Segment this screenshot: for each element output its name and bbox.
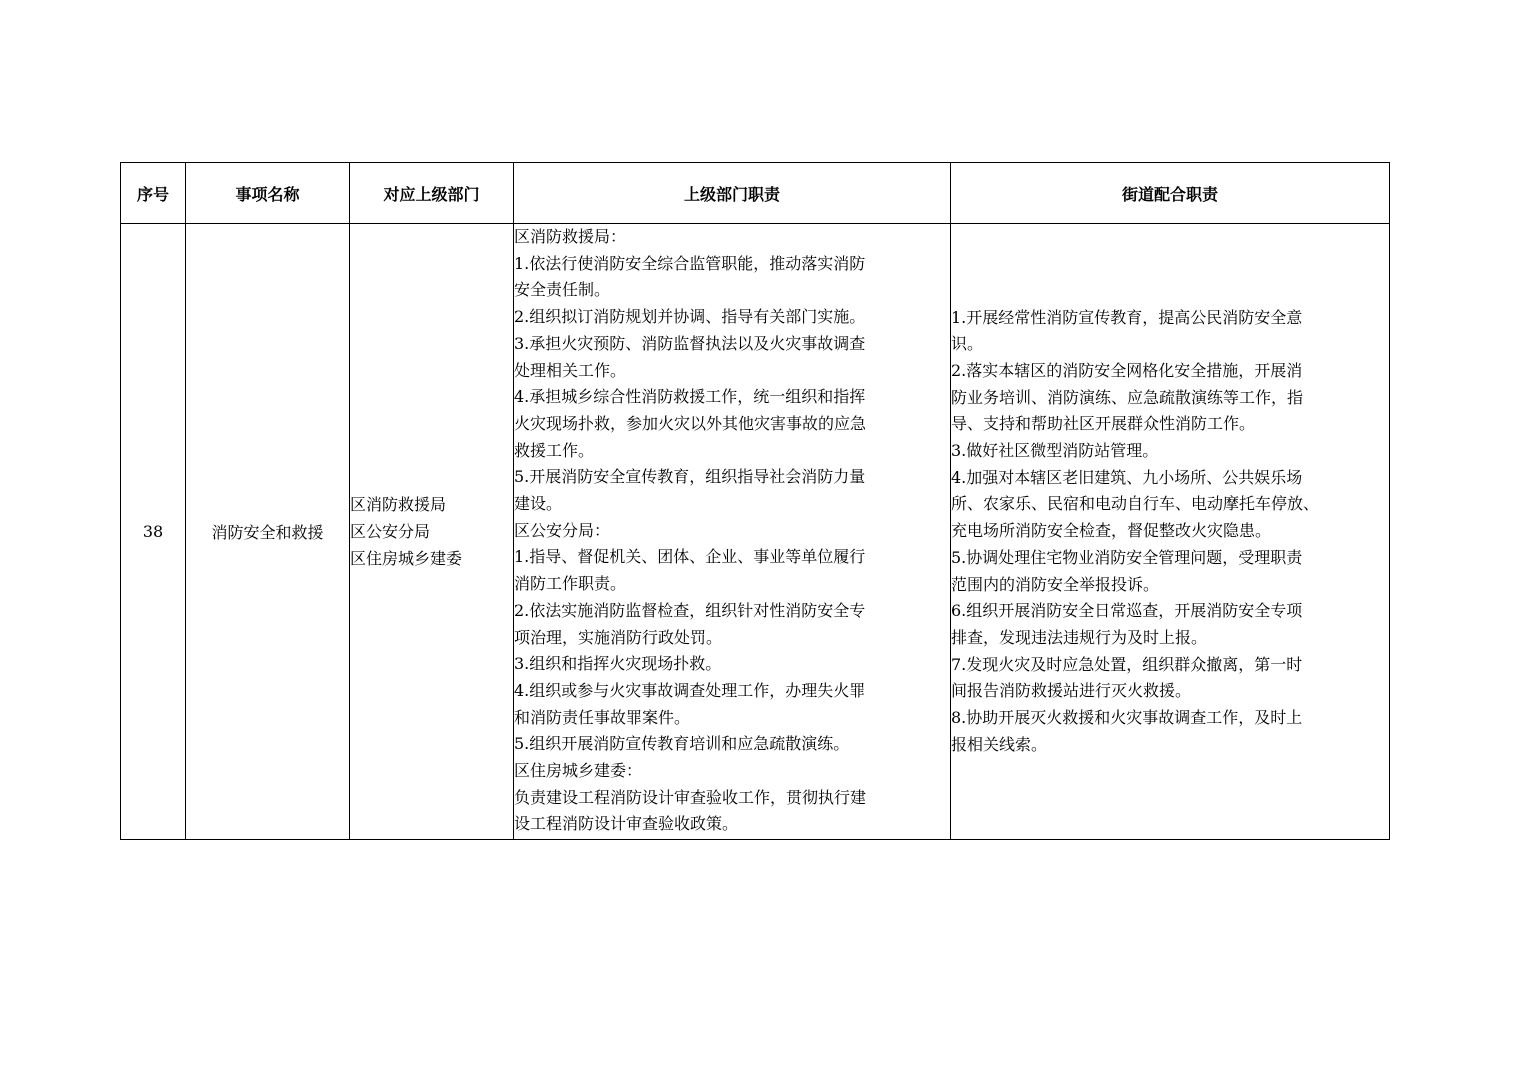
superior-duty-line: 负责建设工程消防设计审查验收工作，贯彻执行建 <box>514 787 867 807</box>
header-superior-duties: 上级部门职责 <box>514 163 951 224</box>
street-duty-line: 所、农家乐、民宿和电动自行车、电动摩托车停放、 <box>951 494 1320 514</box>
department-line: 区住房城乡建委 <box>350 549 463 568</box>
superior-duty-line: 1.依法行使消防安全综合监管职能，推动落实消防 <box>514 253 866 273</box>
header-superior-department: 对应上级部门 <box>350 163 514 224</box>
header-item-name: 事项名称 <box>186 163 350 224</box>
superior-duty-line: 处理相关工作。 <box>514 360 627 380</box>
superior-duty-line: 区住房城乡建委： <box>514 761 643 781</box>
superior-duty-line: 3.组织和指挥火灾现场扑救。 <box>514 654 722 674</box>
superior-duty-line: 区公安分局： <box>514 520 611 540</box>
header-index: 序号 <box>121 163 186 224</box>
superior-duty-line: 项治理，实施消防行政处罚。 <box>514 627 723 647</box>
row-departments <box>350 224 514 840</box>
superior-duty-line: 安全责任制。 <box>514 280 611 300</box>
department-line: 区公安分局 <box>350 522 431 541</box>
row-superior-duties <box>514 224 951 840</box>
superior-duty-line: 区消防救援局： <box>514 227 627 246</box>
superior-duty-line: 火灾现场扑救，参加火灾以外其他灾害事故的应急 <box>514 413 867 433</box>
superior-duty-line: 4.组织或参与火灾事故调查处理工作，办理失火罪 <box>514 680 866 700</box>
street-duty-line: 识。 <box>951 334 984 354</box>
row-item-name: 消防安全和救援 <box>186 224 350 840</box>
superior-duty-line: 消防工作职责。 <box>514 574 627 594</box>
street-duty-line: 5.协调处理住宅物业消防安全管理问题，受理职责 <box>951 547 1303 567</box>
superior-duty-line: 4.承担城乡综合性消防救援工作，统一组织和指挥 <box>514 387 866 407</box>
street-duty-line: 1.开展经常性消防宣传教育，提高公民消防安全意 <box>951 307 1303 327</box>
superior-duty-line: 3.承担火灾预防、消防监督执法以及火灾事故调查 <box>514 333 866 353</box>
street-duty-line: 3.做好社区微型消防站管理。 <box>951 441 1159 461</box>
table-header-row <box>121 163 1390 224</box>
responsibility-table <box>120 162 1390 840</box>
superior-duty-line: 建设。 <box>514 494 563 514</box>
superior-duty-line: 设工程消防设计审查验收政策。 <box>514 814 739 834</box>
street-duty-line: 防业务培训、消防演练、应急疏散演练等工作，指 <box>951 387 1304 407</box>
row-index: 38 <box>121 224 186 840</box>
superior-duty-line: 5.开展消防安全宣传教育，组织指导社会消防力量 <box>514 467 866 487</box>
street-duty-line: 6.组织开展消防安全日常巡查，开展消防安全专项 <box>951 601 1303 621</box>
superior-duty-line: 2.依法实施消防监督检查，组织针对性消防安全专 <box>514 600 866 620</box>
street-duty-line: 范围内的消防安全举报投诉。 <box>951 574 1160 594</box>
street-duty-line: 8.协助开展灭火救援和火灾事故调查工作，及时上 <box>951 708 1303 728</box>
department-line: 区消防救援局 <box>350 495 447 514</box>
superior-duty-line: 2.组织拟订消防规划并协调、指导有关部门实施。 <box>514 307 866 327</box>
street-duty-line: 导、支持和帮助社区开展群众性消防工作。 <box>951 414 1256 434</box>
row-street-duties <box>951 224 1390 840</box>
superior-duty-line: 和消防责任事故罪案件。 <box>514 707 691 727</box>
table-row <box>121 224 1390 840</box>
street-duty-line: 排查，发现违法违规行为及时上报。 <box>951 627 1208 647</box>
street-duty-line: 2.落实本辖区的消防安全网格化安全措施，开展消 <box>951 360 1303 380</box>
header-street-duties: 街道配合职责 <box>951 163 1390 224</box>
street-duty-line: 充电场所消防安全检查，督促整改火灾隐患。 <box>951 521 1272 541</box>
superior-duty-line: 救援工作。 <box>514 440 595 460</box>
street-duty-line: 4.加强对本辖区老旧建筑、九小场所、公共娱乐场 <box>951 467 1303 487</box>
superior-duty-line: 5.组织开展消防宣传教育培训和应急疏散演练。 <box>514 734 850 754</box>
street-duty-line: 7.发现火灾及时应急处置，组织群众撤离，第一时 <box>951 654 1303 674</box>
superior-duty-line: 1.指导、督促机关、团体、企业、事业等单位履行 <box>514 547 866 567</box>
street-duty-line: 间报告消防救援站进行灭火救援。 <box>951 681 1192 701</box>
street-duty-line: 报相关线索。 <box>951 734 1048 754</box>
